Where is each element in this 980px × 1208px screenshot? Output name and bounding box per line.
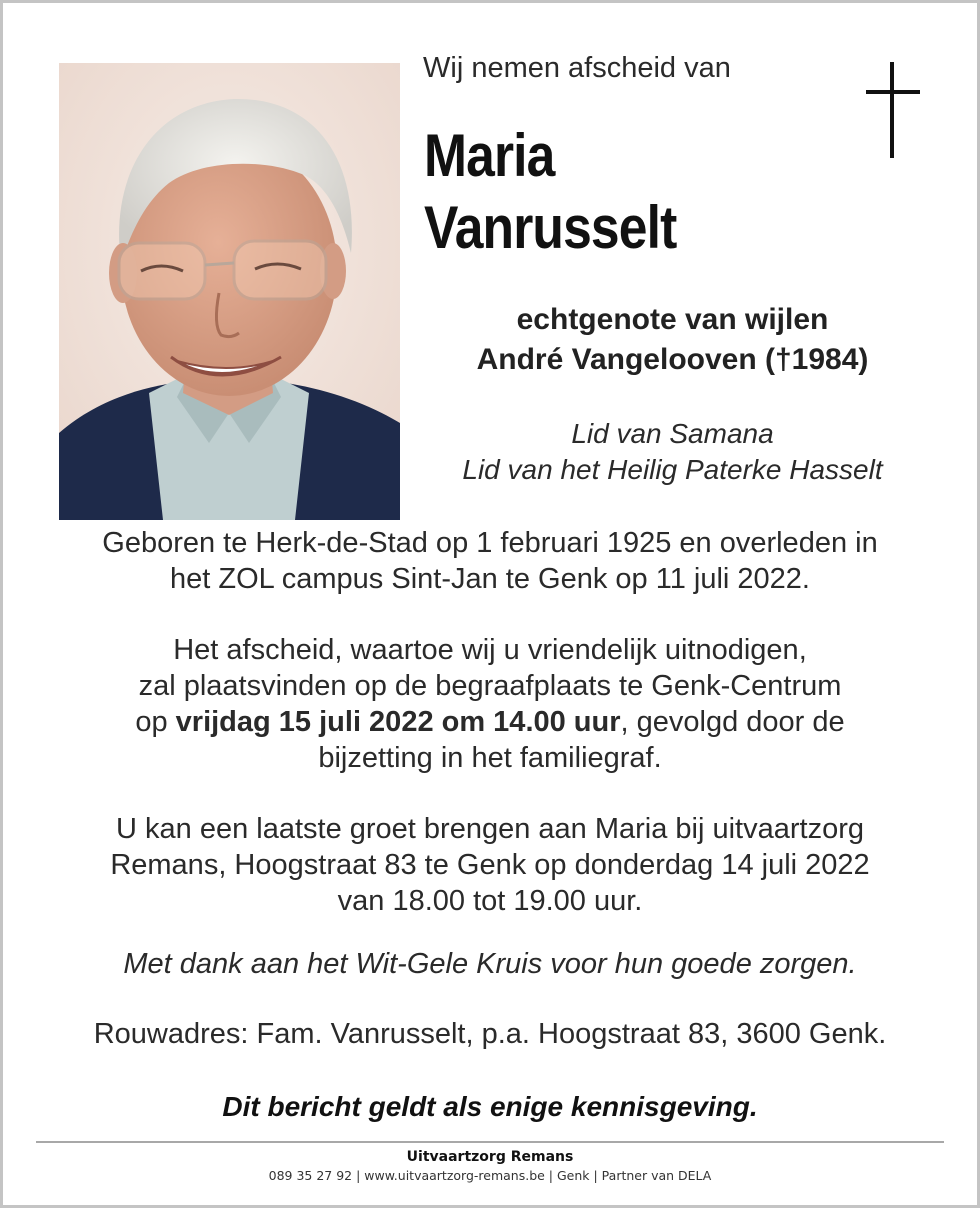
funeral-home-contact: 089 35 27 92 | www.uitvaartzorg-remans.be | Genk | Partner van DELA bbox=[268, 1168, 712, 1183]
official-notice: Dit bericht geldt als enige kennisgeving. bbox=[222, 1091, 758, 1122]
farewell-suffix: , gevolgd door de bbox=[620, 706, 845, 738]
membership-2: Lid van het Heilig Paterke Hasselt bbox=[462, 454, 883, 485]
farewell-line-1: Het afscheid, waartoe wij u vriendelijk uitnodigen, bbox=[173, 634, 807, 666]
birth-line-1: Geboren te Herk-de-Stad op 1 februari 1925 en overleden in bbox=[102, 527, 878, 559]
thanks-text: Met dank aan het Wit-Gele Kruis voor hun goede zorgen. bbox=[123, 948, 857, 980]
visit-line-3: van 18.00 tot 19.00 uur. bbox=[337, 885, 643, 917]
portrait-photo bbox=[59, 63, 400, 520]
farewell-line-2: zal plaatsvinden op de begraafplaats te Genk-Centrum bbox=[138, 670, 842, 702]
intro-text: Wij nemen afscheid van bbox=[423, 52, 731, 84]
cross-icon bbox=[866, 62, 920, 158]
footer-divider bbox=[36, 1141, 944, 1143]
mourning-address: Rouwadres: Fam. Vanrusselt, p.a. Hoogstraat 83, 3600 Genk. bbox=[93, 1018, 887, 1050]
first-name: Maria bbox=[424, 122, 555, 189]
farewell-line-3 bbox=[30, 704, 950, 740]
farewell-prefix: op bbox=[135, 706, 168, 738]
birth-line-2: het ZOL campus Sint-Jan te Genk op 11 juli 2022. bbox=[170, 563, 810, 595]
birth-death-info bbox=[30, 525, 950, 597]
visitation-info bbox=[30, 811, 950, 919]
deceased-name bbox=[424, 120, 676, 264]
membership-1: Lid van Samana bbox=[571, 418, 774, 449]
farewell-date: vrijdag 15 juli 2022 om 14.00 uur bbox=[175, 706, 621, 738]
farewell-line-4: bijzetting in het familiegraf. bbox=[318, 742, 662, 774]
memberships bbox=[425, 416, 920, 488]
spouse-line-2: André Vangelooven (†1984) bbox=[476, 343, 869, 376]
spouse-line-1: echtgenote van wijlen bbox=[516, 303, 829, 336]
visit-line-1: U kan een laatste groet brengen aan Maria bij uitvaartzorg bbox=[116, 813, 864, 845]
farewell-info bbox=[30, 632, 950, 776]
spouse-info bbox=[425, 300, 920, 380]
visit-line-2: Remans, Hoogstraat 83 te Genk op donderdag 14 juli 2022 bbox=[110, 849, 870, 881]
funeral-home-name: Uitvaartzorg Remans bbox=[406, 1149, 574, 1165]
last-name: Vanrusselt bbox=[424, 194, 677, 261]
